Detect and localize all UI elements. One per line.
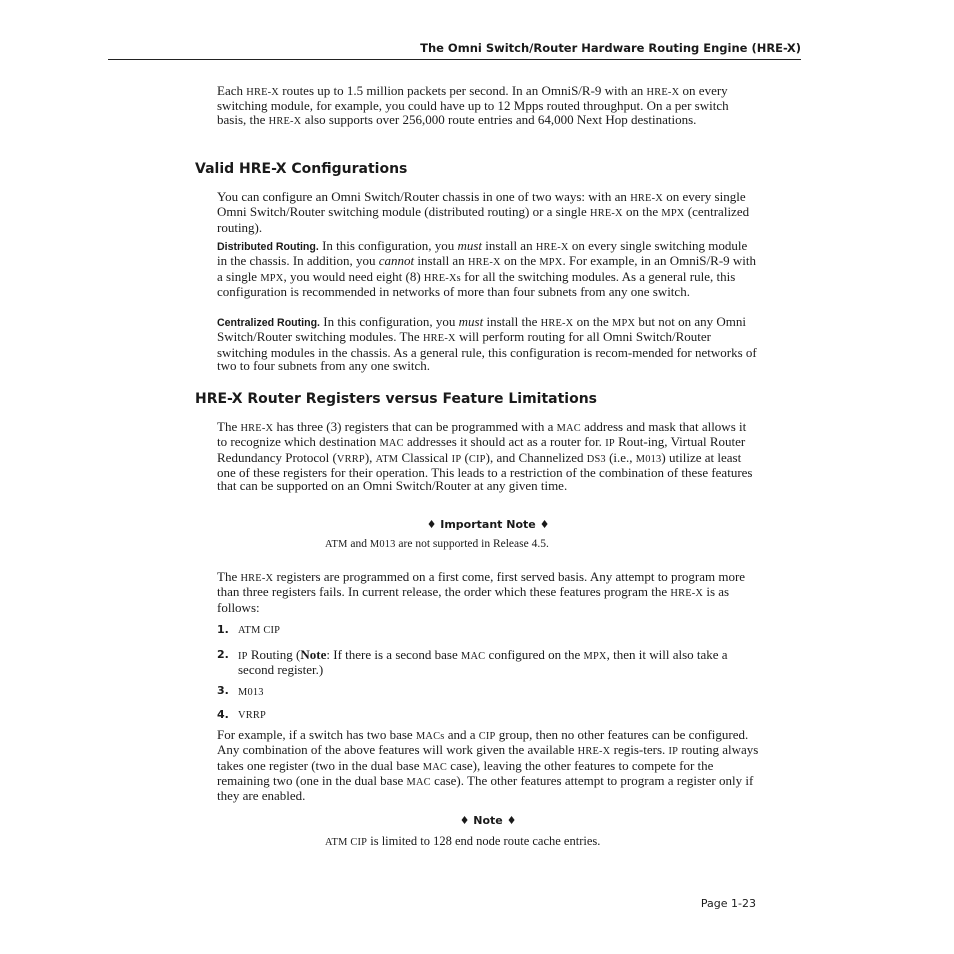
centralized-routing-paragraph: Centralized Routing. In this configuration, you must install the HRE-X on the MPX but not on any Omni Switch/Router switching modules. The HRE-X will perform routing for all Omni Switch/Router switching modules in the chassis. As a general rule, this configuration is recom-mended for networks of two to four subnets from any one switch. [217,314,757,373]
list-item: VRRP [238,710,266,721]
example-paragraph: For example, if a switch has two base MACs and a CIP group, then no other features can be configured. Any combination of the above features will work given the available HRE-X regis-ters. IP routing always takes one register (two in the dual base MAC case), leaving the other features to compete for the remaining two (one in the dual base MAC case). The other features attempt to program a register only if they are enabled. [217,727,759,804]
list-item-number: 3. [217,684,229,697]
distributed-routing-label: Distributed Routing. [217,241,319,253]
list-item: ATM CIP [238,625,281,636]
important-note-text: ATM and M013 are not supported in Release 4.5. [325,538,549,550]
list-item-number: 4. [217,708,229,721]
list-item-number: 2. [217,648,229,661]
centralized-routing-label: Centralized Routing. [217,317,320,329]
list-item: M013 [238,687,264,698]
list-item: IP Routing (Note: If there is a second base MAC configured on the MPX, then it will also take a second register.) [238,647,728,678]
list-item-number: 1. [217,623,229,636]
running-header: The Omni Switch/Router Hardware Routing Engine (HRE-X) [420,41,801,55]
section-heading-valid-configurations: Valid HRE-X Configurations [195,161,408,177]
note-title: ♦ Note ♦ [459,814,517,827]
registers-paragraph: The HRE-X has three (3) registers that can be programmed with a MAC address and mask that allows it to recognize which destination MAC addresses it should act as a router for. IP Rout-ing, Virtual Router Redundancy Protocol (VRRP), ATM Classical IP (CIP), and Channelized DS3 (i.e., M013) utilize at least one of these registers for their operation. This leads to a restriction of the combination of these features that can be supported on an Omni Switch/Router at any given time. [217,419,753,494]
important-note-title: ♦ Important Note ♦ [426,518,550,531]
intro-paragraph: Each HRE-X routes up to 1.5 million packets per second. In an OmniS/R-9 with an HRE-X on every switching module, for example, you could have up to 12 Mpps routed throughput. On a per switch basis, the HRE-X also supports over 256,000 route entries and 64,000 Next Hop destinations. [217,83,729,127]
programming-order-paragraph: The HRE-X registers are programmed on a first come, first served basis. Any attempt to program more than three registers fails. In current release, the order which these features program the HRE-X is as follows: [217,569,746,615]
page-number: Page 1-23 [700,897,756,910]
note-text: ATM CIP is limited to 128 end node route cache entries. [325,834,601,848]
configuration-paragraph: You can configure an Omni Switch/Router chassis in one of two ways: with an HRE-X on every single Omni Switch/Router switching module (distributed routing) or a single HRE-X on the MPX (centralized routing). [217,189,750,235]
section-heading-router-registers: HRE-X Router Registers versus Feature Limitations [195,391,598,407]
header-rule [108,59,801,60]
distributed-routing-paragraph: Distributed Routing. In this configuration, you must install an HRE-X on every single switching module in the chassis. In addition, you cannot install an HRE-X on the MPX. For example, in an OmniS/R-9 with a single MPX, you would need eight (8) HRE-Xs for all the switching modules. As a general rule, this configuration is recommended in networks of more than four subnets from any one switch. [217,238,757,299]
